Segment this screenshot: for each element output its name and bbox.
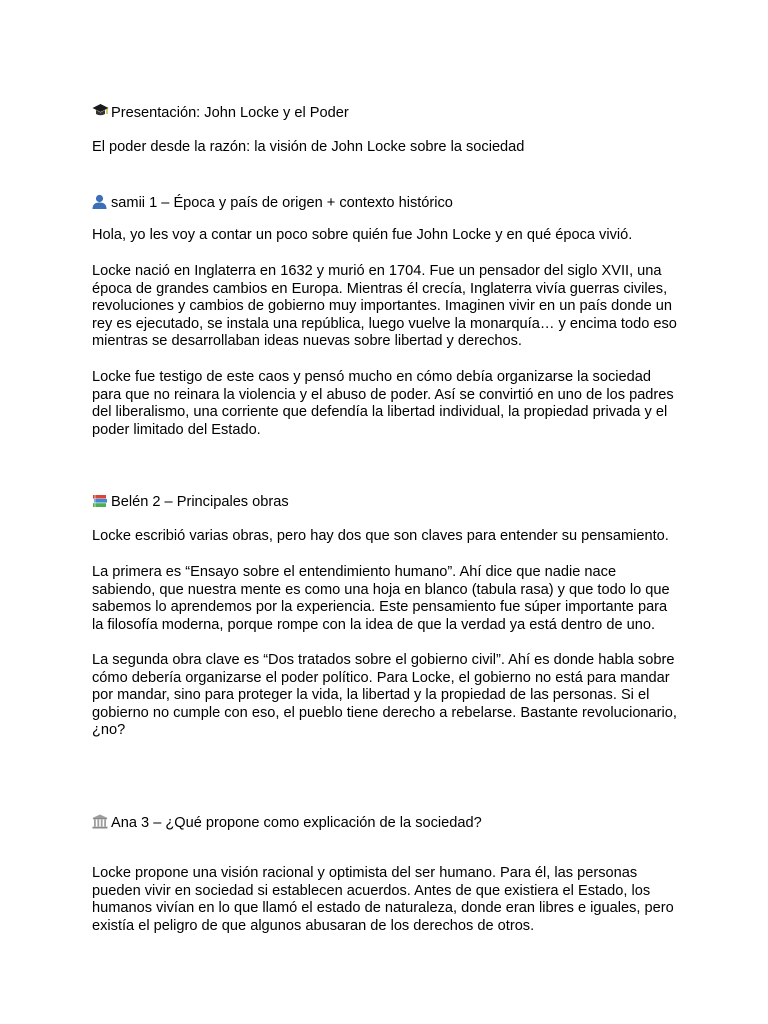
section-1-paragraph-1: Hola, yo les voy a contar un poco sobre quién fue John Locke y en qué época vivió. — [92, 227, 633, 243]
section-1-paragraph-3: Locke fue testigo de este caos y pensó mucho en cómo debía organizarse la sociedad para que no reinara la violencia y el abuso de poder. Así se convirtió en uno de los padres del liberalismo, una corriente que defendía la libertad individual, la propiedad privada y el poder limitado del Estado. — [92, 369, 674, 438]
document-subtitle: El poder desde la razón: la visión de John Locke sobre la sociedad — [92, 139, 525, 155]
section-2-heading: Belén 2 – Principales obras — [92, 492, 682, 512]
person-silhouette-icon — [92, 192, 111, 213]
graduation-cap-icon — [92, 103, 111, 123]
section-3-paragraph-1: Locke propone una visión racional y optimista del ser humano. Para él, las personas pueden vivir en sociedad si establecen acuerdos. Antes de que existiera el Estado, los humanos vivían en lo que llamó el estado de naturaleza, donde eran libres e iguales, pero existía el peligro de que algunos abusaran de los derechos de otros. — [92, 865, 674, 934]
section-2-paragraph-2: La primera es “Ensayo sobre el entendimiento humano”. Ahí dice que nadie nace sabiendo, que nuestra mente es como una hoja en blanco (tabula rasa) y que todo lo que sabemos lo aprendemos por la experiencia. Este pensamiento fue súper importante para la filosofía moderna, porque rompe con la idea de que la verdad ya está dentro de uno. — [92, 564, 670, 633]
document-title: Presentación: John Locke y el Poder — [92, 103, 682, 123]
classical-building-icon — [92, 812, 111, 833]
section-2-paragraph-1: Locke escribió varias obras, pero hay dos que son claves para entender su pensamiento. — [92, 528, 669, 544]
section-3-heading: Ana 3 – ¿Qué propone como explicación de la sociedad? — [92, 812, 682, 833]
section-2-paragraph-3: La segunda obra clave es “Dos tratados sobre el gobierno civil”. Ahí es donde habla sobre cómo debería organizarse el poder político. Para Locke, el gobierno no está para mandar por mandar, sino para proteger la vida, la libertad y la propiedad de las personas. Si el gobierno no cumple con eso, el pueblo tiene derecho a rebelarse. Bastante revolucionario, ¿no? — [92, 652, 677, 739]
books-icon — [92, 492, 111, 512]
section-1-heading: samii 1 – Época y país de origen + contexto histórico — [92, 192, 682, 213]
section-1-paragraph-2: Locke nació en Inglaterra en 1632 y murió en 1704. Fue un pensador del siglo XVII, una época de grandes cambios en Europa. Mientras él crecía, Inglaterra vivía guerras civiles, revoluciones y cambios de gobierno muy importantes. Imaginen vivir en un país donde un rey es ejecutado, se instala una república, luego vuelve la monarquía… y encima todo eso mientras se desarrollaban ideas nuevas sobre libertad y derechos. — [92, 263, 677, 350]
